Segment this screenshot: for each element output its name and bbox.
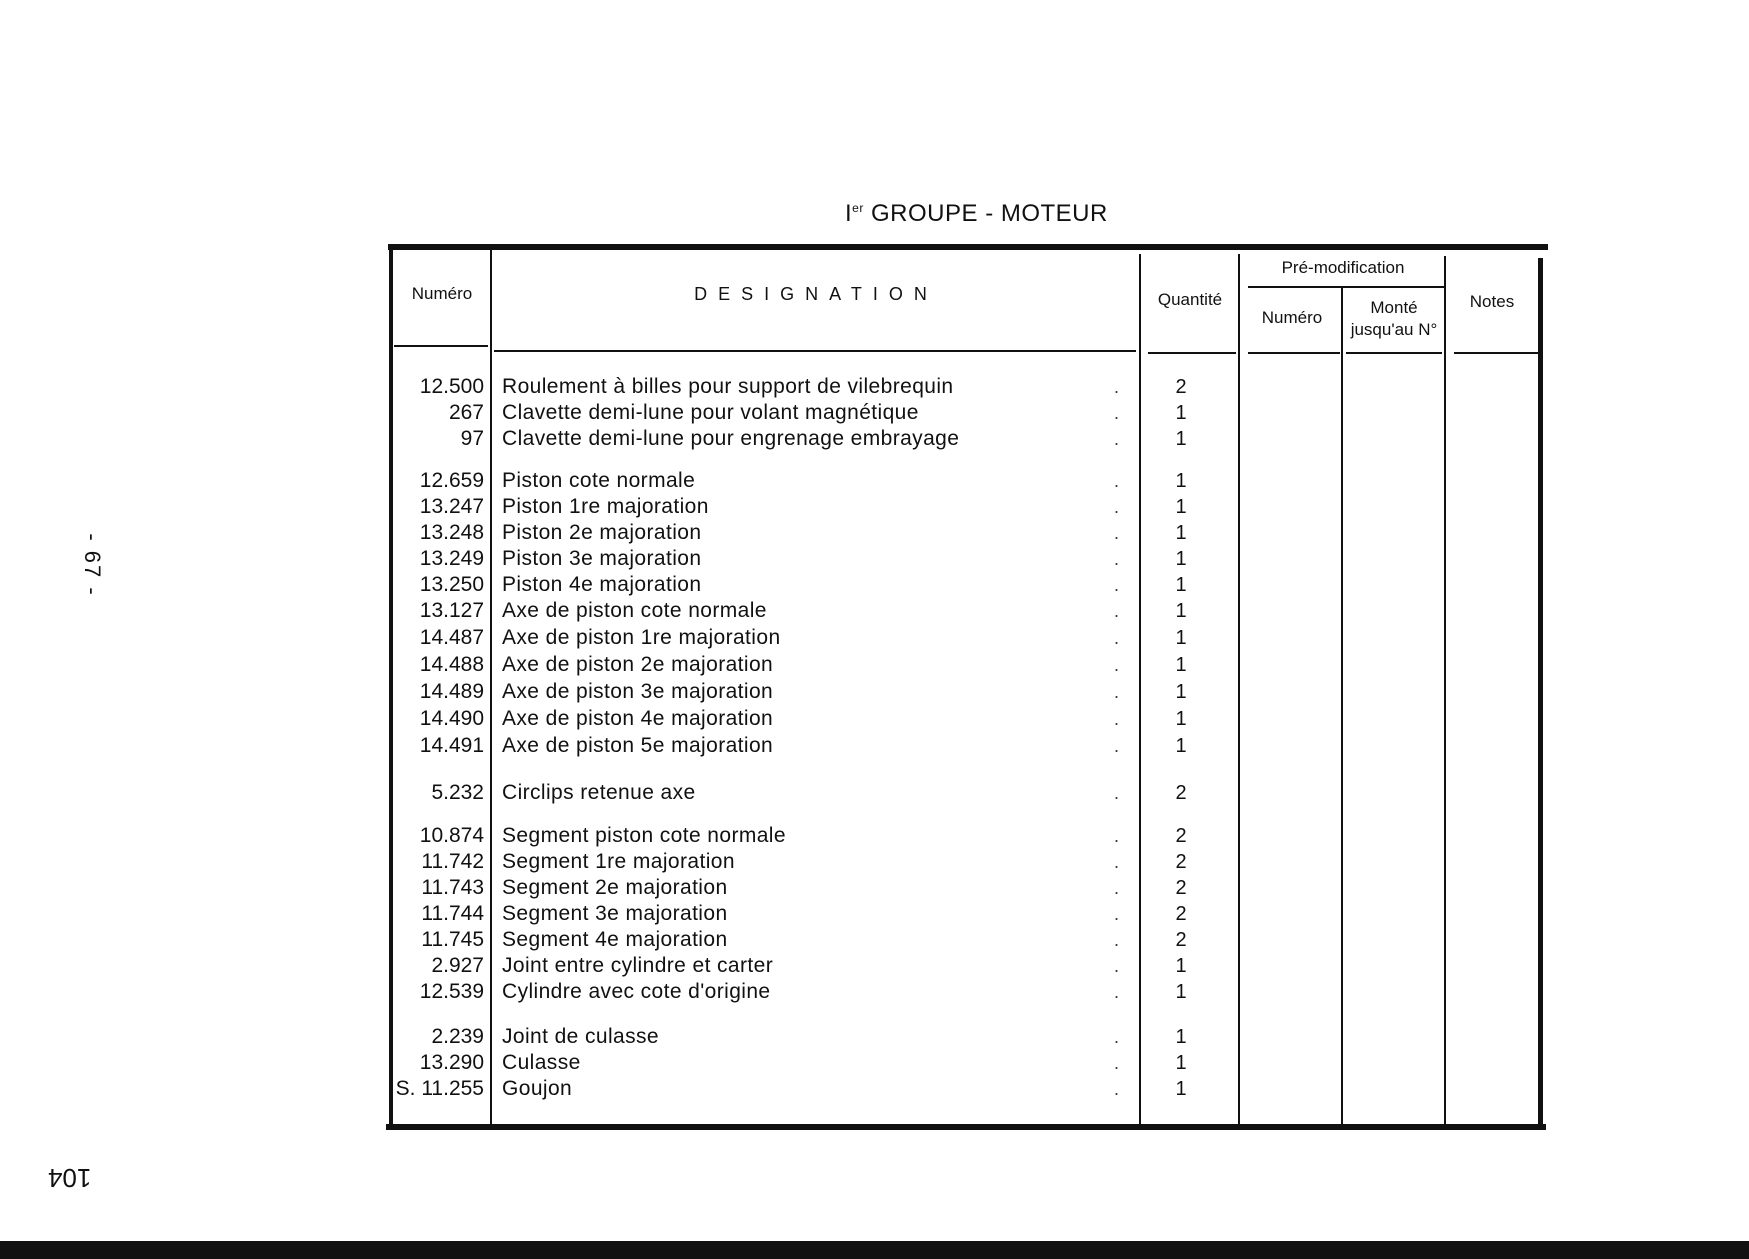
leader-dots: . bbox=[1113, 1027, 1136, 1047]
header-underline-numero bbox=[394, 345, 488, 347]
part-designation: Axe de piston 2e majoration bbox=[502, 653, 774, 676]
leader-dots: . bbox=[1113, 709, 1136, 729]
part-quantity: 1 bbox=[1175, 981, 1187, 1003]
part-designation: Axe de piston 5e majoration bbox=[502, 734, 774, 757]
leader-dots: . bbox=[1113, 1079, 1136, 1099]
parts-table bbox=[386, 244, 1548, 1129]
leader-dots: . bbox=[1113, 575, 1136, 595]
leader-dots: . bbox=[1113, 523, 1136, 543]
part-number: 10.874 bbox=[419, 824, 484, 847]
header-underline-notes bbox=[1454, 352, 1538, 354]
part-number: 13.127 bbox=[419, 599, 484, 622]
part-quantity: 1 bbox=[1175, 735, 1187, 757]
part-number: 14.489 bbox=[419, 680, 484, 703]
part-designation: Axe de piston 3e majoration bbox=[502, 680, 774, 703]
part-quantity: 1 bbox=[1175, 402, 1187, 424]
header-numero: Numéro bbox=[411, 284, 473, 303]
page-number: 104 bbox=[48, 1163, 92, 1193]
part-designation: Joint de culasse bbox=[502, 1025, 659, 1048]
part-number: 97 bbox=[460, 427, 484, 450]
leader-dots: . bbox=[1113, 930, 1136, 950]
part-designation: Segment 2e majoration bbox=[502, 876, 728, 899]
part-designation: Piston 4e majoration bbox=[502, 573, 702, 596]
part-number: 11.744 bbox=[421, 902, 484, 925]
part-number: 13.250 bbox=[419, 573, 484, 596]
part-number: 13.290 bbox=[419, 1051, 484, 1074]
part-quantity: 1 bbox=[1175, 522, 1187, 544]
part-designation: Circlips retenue axe bbox=[502, 781, 696, 804]
header-underline-pre-numero bbox=[1248, 352, 1340, 354]
part-quantity: 2 bbox=[1175, 877, 1187, 899]
leader-dots: . bbox=[1113, 682, 1136, 702]
part-quantity: 2 bbox=[1175, 903, 1187, 925]
part-quantity: 1 bbox=[1175, 600, 1187, 622]
part-number: 2.239 bbox=[431, 1025, 484, 1048]
part-number: 267 bbox=[448, 401, 484, 424]
part-designation: Segment 4e majoration bbox=[502, 928, 728, 951]
table-top-border bbox=[388, 244, 1548, 250]
col-divider-pre-modification bbox=[1444, 256, 1446, 1126]
table-bottom-border bbox=[386, 1124, 1546, 1130]
part-designation: Clavette demi-lune pour volant magnétique bbox=[502, 401, 919, 424]
part-designation: Axe de piston 1re majoration bbox=[502, 626, 781, 649]
part-quantity: 1 bbox=[1175, 574, 1187, 596]
leader-dots: . bbox=[1113, 904, 1136, 924]
table-right-border bbox=[1538, 258, 1543, 1126]
part-quantity: 1 bbox=[1175, 1078, 1187, 1100]
leader-dots: . bbox=[1113, 429, 1136, 449]
leader-dots: . bbox=[1113, 783, 1136, 803]
leader-dots: . bbox=[1113, 471, 1136, 491]
leader-dots: . bbox=[1113, 852, 1136, 872]
part-number: 12.539 bbox=[419, 980, 484, 1003]
part-number: 12.659 bbox=[419, 469, 484, 492]
part-designation: Axe de piston 4e majoration bbox=[502, 707, 774, 730]
header-underline-monte bbox=[1346, 352, 1442, 354]
part-quantity: 1 bbox=[1175, 681, 1187, 703]
col-divider-numero bbox=[490, 248, 492, 1126]
part-designation: Segment 1re majoration bbox=[502, 850, 735, 873]
leader-dots: . bbox=[1113, 982, 1136, 1002]
col-divider-quantite bbox=[1238, 254, 1240, 1126]
leader-dots: . bbox=[1113, 601, 1136, 621]
part-number: 12.500 bbox=[419, 375, 484, 398]
part-number: 11.742 bbox=[421, 850, 484, 873]
part-number: 14.487 bbox=[419, 626, 484, 649]
part-quantity: 1 bbox=[1175, 470, 1187, 492]
part-number: 14.490 bbox=[419, 707, 484, 730]
header-monte-line2: jusqu'au N° bbox=[1350, 320, 1438, 339]
part-quantity: 2 bbox=[1175, 782, 1187, 804]
leader-dots: . bbox=[1113, 497, 1136, 517]
part-quantity: 1 bbox=[1175, 627, 1187, 649]
part-number: 11.745 bbox=[421, 928, 484, 951]
part-designation: Piston cote normale bbox=[502, 469, 696, 492]
header-underline-quantite bbox=[1148, 352, 1236, 354]
part-quantity: 1 bbox=[1175, 1052, 1187, 1074]
part-quantity: 1 bbox=[1175, 955, 1187, 977]
leader-dots: . bbox=[1113, 628, 1136, 648]
leader-dots: . bbox=[1113, 826, 1136, 846]
leader-dots: . bbox=[1113, 549, 1136, 569]
part-number: 5.232 bbox=[431, 781, 484, 804]
part-quantity: 2 bbox=[1175, 825, 1187, 847]
part-number: 11.743 bbox=[421, 876, 484, 899]
part-number: 14.488 bbox=[419, 653, 484, 676]
leader-dots: . bbox=[1113, 956, 1136, 976]
header-designation: DESIGNATION bbox=[694, 284, 938, 304]
header-monte-line1: Monté bbox=[1370, 298, 1418, 317]
part-quantity: 2 bbox=[1175, 929, 1187, 951]
header-notes: Notes bbox=[1469, 292, 1515, 311]
part-designation: Segment 3e majoration bbox=[502, 902, 728, 925]
header-underline-pre-modification bbox=[1248, 286, 1444, 288]
part-designation: Piston 3e majoration bbox=[502, 547, 702, 570]
part-designation: Joint entre cylindre et carter bbox=[502, 954, 774, 977]
part-designation: Culasse bbox=[502, 1051, 581, 1074]
part-number: 13.247 bbox=[419, 495, 484, 518]
part-designation: Piston 2e majoration bbox=[502, 521, 702, 544]
part-number: 13.248 bbox=[419, 521, 484, 544]
part-quantity: 1 bbox=[1175, 1026, 1187, 1048]
header-pre-modification: Pré-modification bbox=[1281, 258, 1405, 277]
leader-dots: . bbox=[1113, 736, 1136, 756]
part-quantity: 1 bbox=[1175, 428, 1187, 450]
leader-dots: . bbox=[1113, 878, 1136, 898]
part-number: S. 11.255 bbox=[395, 1077, 484, 1100]
part-quantity: 1 bbox=[1175, 654, 1187, 676]
part-designation: Piston 1re majoration bbox=[502, 495, 709, 518]
leader-dots: . bbox=[1113, 1053, 1136, 1073]
col-divider-pre-numero bbox=[1341, 288, 1343, 1126]
header-underline-designation bbox=[494, 350, 1136, 352]
header-pre-numero: Numéro bbox=[1261, 308, 1323, 327]
part-designation: Clavette demi-lune pour engrenage embrayage bbox=[502, 427, 960, 450]
part-designation: Cylindre avec cote d'origine bbox=[502, 980, 771, 1003]
part-designation: Roulement à billes pour support de vilebrequin bbox=[502, 375, 954, 398]
header-quantite: Quantité bbox=[1157, 290, 1223, 309]
part-number: 13.249 bbox=[419, 547, 484, 570]
part-designation: Goujon bbox=[502, 1077, 573, 1100]
part-quantity: 1 bbox=[1175, 496, 1187, 518]
scan-bottom-border bbox=[0, 1241, 1749, 1259]
side-page-label: - 67 - bbox=[80, 533, 105, 597]
part-designation: Segment piston cote normale bbox=[502, 824, 786, 847]
title-prefix: I bbox=[845, 200, 853, 227]
title-text: GROUPE - MOTEUR bbox=[863, 200, 1108, 227]
part-number: 2.927 bbox=[431, 954, 484, 977]
part-quantity: 1 bbox=[1175, 708, 1187, 730]
leader-dots: . bbox=[1113, 377, 1136, 397]
part-quantity: 1 bbox=[1175, 548, 1187, 570]
page-title bbox=[845, 200, 1108, 228]
part-quantity: 2 bbox=[1175, 851, 1187, 873]
title-superscript: er bbox=[852, 201, 864, 215]
part-designation: Axe de piston cote normale bbox=[502, 599, 767, 622]
leader-dots: . bbox=[1113, 655, 1136, 675]
part-number: 14.491 bbox=[419, 734, 484, 757]
leader-dots: . bbox=[1113, 403, 1136, 423]
part-quantity: 2 bbox=[1175, 376, 1187, 398]
col-divider-designation bbox=[1139, 254, 1141, 1126]
